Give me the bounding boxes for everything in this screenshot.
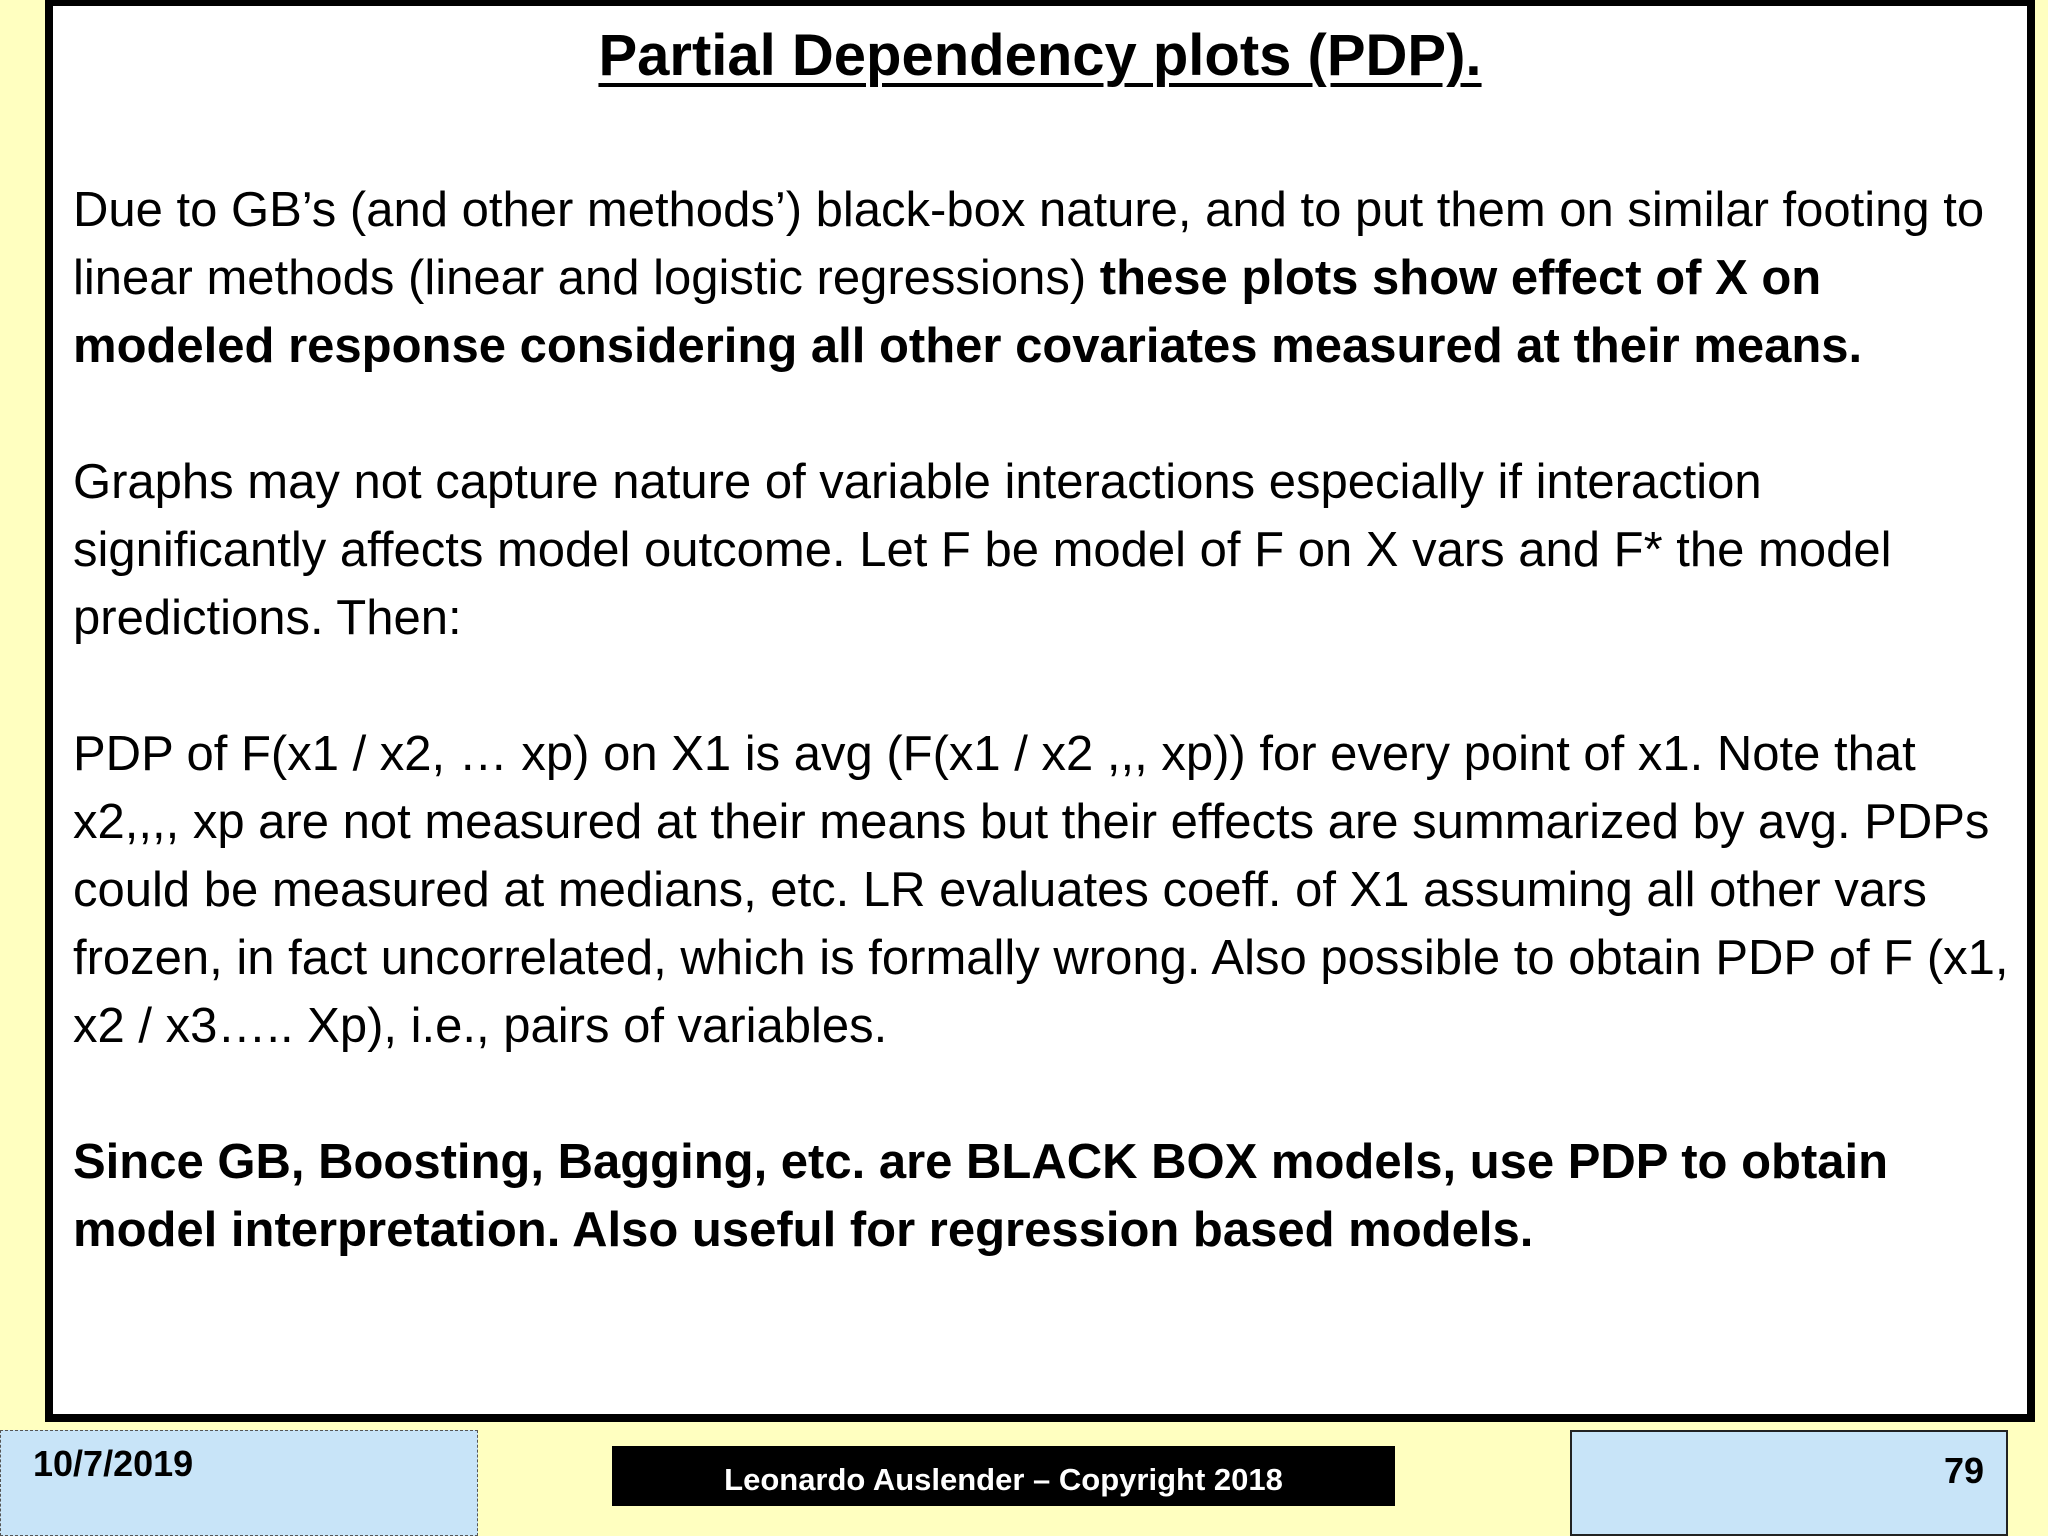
slide-content-box	[45, 0, 2035, 1422]
slide-body	[73, 176, 2023, 1264]
footer-date: 10/7/2019	[0, 1430, 478, 1536]
paragraph-1-normal-text: Due to GB’s (and other methods’) black-box nature, and to put them on similar footing to linear methods (linear and logistic regressions)	[73, 183, 1985, 305]
footer-copyright: Leonardo Auslender – Copyright 2018	[612, 1446, 1395, 1506]
footer-page-number: 79	[1570, 1430, 2008, 1536]
paragraph-1	[73, 176, 2023, 380]
paragraph-2: Graphs may not capture nature of variable interactions especially if interaction significantly affects model outcome. Let F be model of F on X vars and F* the model predictions. Then:	[73, 455, 1892, 645]
slide-title: Partial Dependency plots (PDP).	[598, 23, 1482, 88]
paragraph-4: Since GB, Boosting, Bagging, etc. are BLACK BOX models, use PDP to obtain model interpretation. Also useful for regression based models.	[73, 1135, 1889, 1257]
paragraph-1-bold-text: these plots show effect of X on modeled response considering all other covariates measured at their means.	[73, 251, 1863, 373]
paragraph-3: PDP of F(x1 / x2, … xp) on X1 is avg (F(x1 / x2 ,,, xp)) for every point of x1. Note that x2,,,, xp are not measured at their means but their effects are summarized by avg. PDPs could be measured at medians, etc. LR evaluates coeff. of X1 assuming all other vars frozen, in fact uncorrelated, which is formally wrong. Also possible to obtain PDP of F (x1, x2 / x3….. Xp), i.e., pairs of variables.	[73, 727, 2009, 1053]
